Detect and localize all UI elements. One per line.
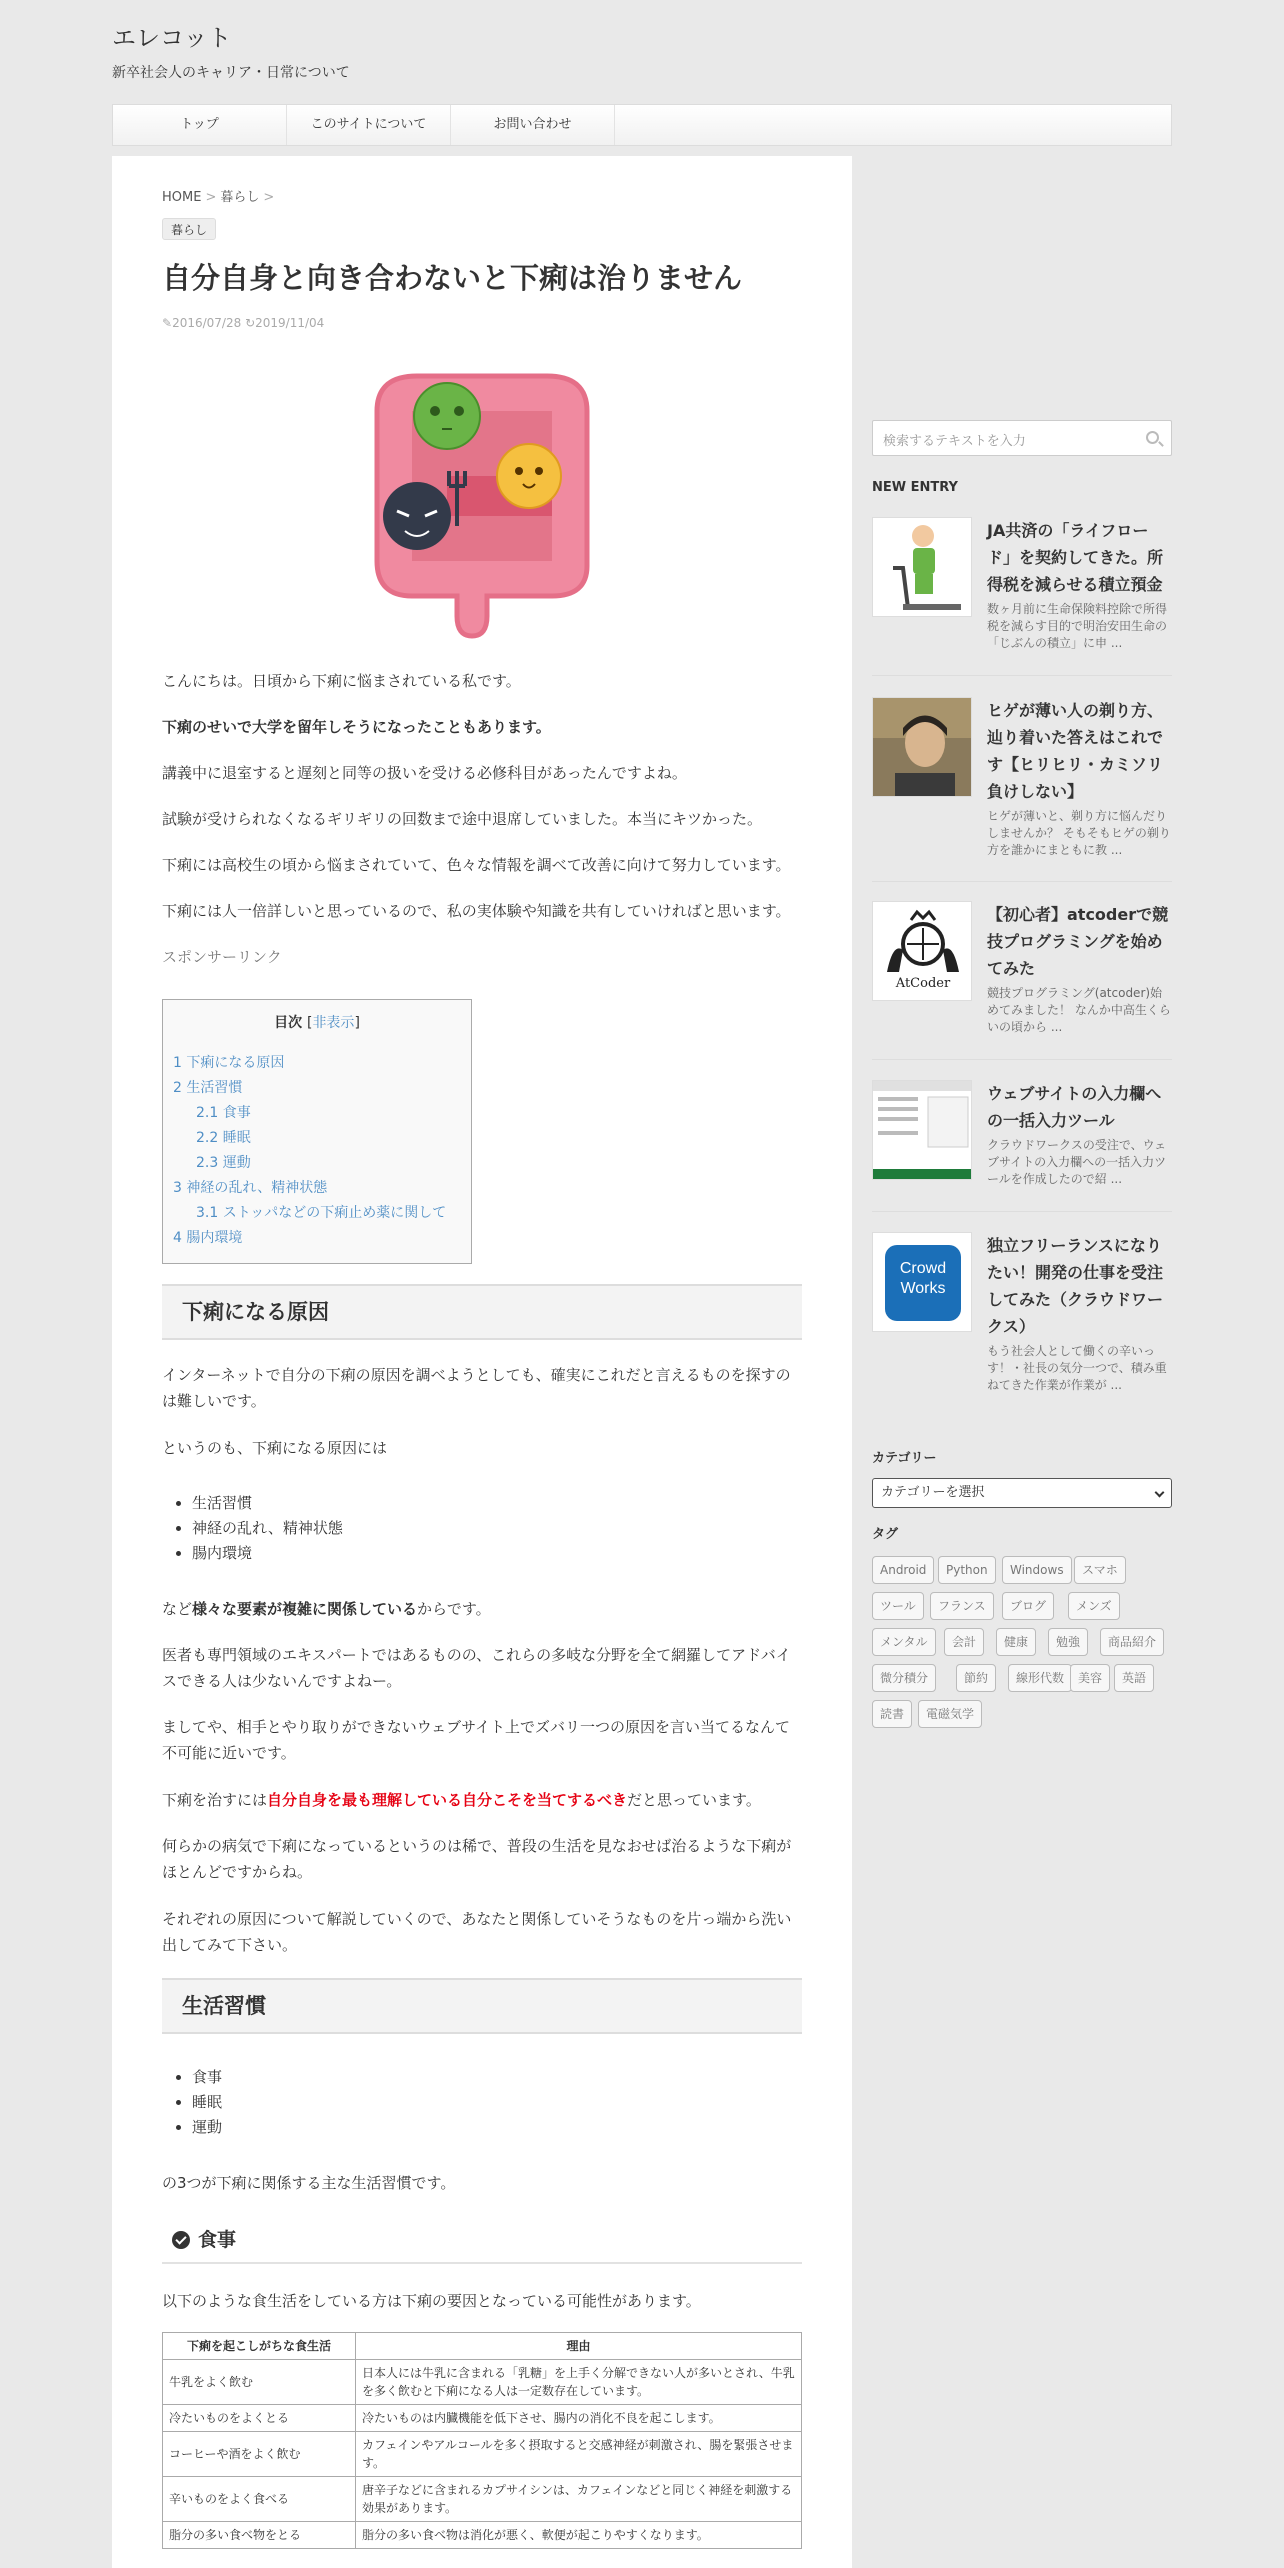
toc-item[interactable]: 3 神経の乱れ、精神状態 xyxy=(173,1180,328,1196)
post-dates xyxy=(162,316,324,330)
section-heading: 生活習慣 xyxy=(162,1978,802,2034)
tag[interactable]: 健康 xyxy=(996,1628,1036,1656)
crowdworks-logo-text: Crowd Works xyxy=(899,1260,947,1297)
toc-item[interactable]: 3.1 ストッパなどの下痢止め薬に関して xyxy=(196,1205,447,1221)
refresh-icon: ↻ xyxy=(245,316,256,330)
table-cell: 唐辛子などに含まれるカプサイシンは、カフェインなどと同じく神経を刺激する効果があります。 xyxy=(356,2477,802,2522)
paragraph: の3つが下痢に関係する主な生活習慣です。 xyxy=(162,2174,456,2192)
table-cell: 冷たいものをよくとる xyxy=(163,2405,356,2432)
nav-item-about[interactable]: このサイトについて xyxy=(287,105,451,145)
updated-date: 2019/11/04 xyxy=(255,316,325,330)
toc-item[interactable]: 2.3 運動 xyxy=(196,1155,251,1171)
table-header: 下痢を起こしがちな食生活 xyxy=(163,2333,356,2360)
tag[interactable]: 会計 xyxy=(944,1628,984,1656)
toc-toggle-bracket: ] xyxy=(354,1015,360,1031)
divider xyxy=(872,1211,1172,1212)
table-of-contents xyxy=(162,999,472,1264)
tag[interactable]: 商品紹介 xyxy=(1100,1628,1164,1656)
tag[interactable]: スマホ xyxy=(1074,1556,1126,1584)
tag[interactable]: メンズ xyxy=(1068,1592,1120,1620)
table-cell: 牛乳をよく飲む xyxy=(163,2360,356,2405)
table-cell: 冷たいものは内臓機能を低下させ、腸内の消化不良を起こします。 xyxy=(356,2405,802,2432)
breadcrumb-separator: > xyxy=(205,190,217,205)
text: だと思っています。 xyxy=(627,1791,761,1809)
spreadsheet-screenshot-icon xyxy=(873,1081,972,1180)
entry-title[interactable]: JA共済の「ライフロード」を契約してきた。所得税を減らせる積立預金 xyxy=(987,521,1164,594)
global-nav xyxy=(112,104,1172,146)
nav-item-top[interactable]: トップ xyxy=(113,105,287,145)
tag[interactable]: フランス xyxy=(930,1592,994,1620)
entry-thumbnail[interactable] xyxy=(872,1080,972,1180)
entry-title[interactable]: ヒゲが薄い人の剃り方、辿り着いた答えはこれです【ヒリヒリ・カミソリ負けしない】 xyxy=(987,701,1164,801)
entry-excerpt: クラウドワークスの受注で、ウェブサイトの入力欄への一括入力ツールを作成したので紹 ... xyxy=(987,1138,1167,1186)
toc-item[interactable]: 1 下痢になる原因 xyxy=(173,1055,285,1071)
tag[interactable]: Android xyxy=(872,1556,934,1584)
divider xyxy=(872,1059,1172,1060)
table-cell: 辛いものをよく食べる xyxy=(163,2477,356,2522)
toc-item[interactable]: 2 生活習慣 xyxy=(173,1080,243,1096)
entry-thumbnail[interactable] xyxy=(872,697,972,797)
tag[interactable]: 勉強 xyxy=(1048,1628,1088,1656)
intro-paragraph: 試験が受けられなくなるギリギリの回数まで途中退席していました。本当にキツかった。 xyxy=(162,810,763,828)
yellow-germ-icon xyxy=(497,444,561,508)
entry-thumbnail[interactable] xyxy=(872,517,972,617)
paragraph: 以下のような食生活をしている方は下痢の要因となっている可能性があります。 xyxy=(162,2292,701,2310)
paragraph xyxy=(162,1596,802,1622)
paragraph xyxy=(162,1787,802,1813)
text: 下痢を治すには xyxy=(162,1791,268,1809)
subsection-heading xyxy=(162,2218,802,2264)
paragraph: 医者も専門領域のエキスパートではあるものの、これらの多岐な分野を全て網羅してアドバイスできる人は少ないんですよねー。 xyxy=(162,1646,791,1690)
entry-excerpt: もう社会人として働くの辛いっす！・社長の気分一つで、積み重ねてきた作業が作業が ... xyxy=(987,1344,1167,1392)
entry-excerpt: 数ヶ月前に生命保険料控除で所得税を減らす目的で明治安田生命の「じぶんの積立」に申 ... xyxy=(987,602,1168,650)
tag[interactable]: 電磁気学 xyxy=(918,1700,982,1728)
paragraph: それぞれの原因について解説していくので、あなたと関係していそうなものを片っ端から洗い出してみて下さい。 xyxy=(162,1910,792,1954)
breadcrumb xyxy=(162,186,278,205)
pencil-icon: ✎ xyxy=(162,316,173,330)
nav-item-contact[interactable]: お問い合わせ xyxy=(451,105,615,145)
paragraph: というのも、下痢になる原因には xyxy=(162,1439,388,1457)
bold-text: 様々な要素が複雑に関係している xyxy=(192,1600,418,1618)
intro-paragraph: 下痢には高校生の頃から悩まされていて、色々な情報を調べて改善に向けて努力しています。 xyxy=(162,856,791,874)
table-row xyxy=(163,2522,802,2549)
main-content xyxy=(112,156,852,2568)
table-cell: カフェインやアルコールを多く摂取すると交感神経が刺激され、腸を緊張させます。 xyxy=(356,2432,802,2477)
new-entry-title: NEW ENTRY xyxy=(872,480,958,495)
toc-title xyxy=(163,1012,471,1032)
published-date: 2016/07/28 xyxy=(172,316,242,330)
toc-heading: 目次 xyxy=(274,1015,303,1031)
paragraph: インターネットで自分の下痢の原因を調べようとしても、確実にこれだと言えるものを探すのは難しいです。 xyxy=(162,1366,791,1410)
table-cell: 日本人には牛乳に含まれる「乳糖」を上手く分解できない人が多いとされ、牛乳を多く飲むと下痢になる人は一定数存在しています。 xyxy=(356,2360,802,2405)
category-select[interactable] xyxy=(872,1478,1172,1508)
table-cell: 脂分の多い食べ物をとる xyxy=(163,2522,356,2549)
divider xyxy=(872,675,1172,676)
entry-title[interactable]: ウェブサイトの入力欄への一括入力ツール xyxy=(987,1084,1162,1130)
tag[interactable]: 節約 xyxy=(956,1664,996,1692)
list-item: • 神経の乱れ、精神状態 xyxy=(192,1516,343,1541)
entry-excerpt: 競技プログラミング(atcoder)始めてみました！ なんか中高生くらいの頃から ... xyxy=(987,986,1171,1034)
diet-table xyxy=(162,2332,802,2549)
cause-list xyxy=(192,1491,343,1566)
toc-toggle-bracket: [ xyxy=(306,1015,313,1031)
entry-title[interactable]: 【初心者】atcoderで競技プログラミングを始めてみた xyxy=(987,905,1169,978)
entry-thumbnail[interactable] xyxy=(872,901,972,1001)
tag[interactable]: 微分積分 xyxy=(872,1664,936,1692)
chevron-down-icon[interactable] xyxy=(1155,1488,1165,1498)
breadcrumb-home[interactable]: HOME xyxy=(162,190,202,205)
list-item: • 睡眠 xyxy=(192,2090,222,2115)
tag[interactable]: ブログ xyxy=(1002,1592,1054,1620)
table-row xyxy=(163,2360,802,2405)
search-icon[interactable] xyxy=(1146,431,1159,444)
text: など xyxy=(162,1600,193,1618)
category-select-value[interactable]: カテゴリーを選択 xyxy=(881,1485,985,1500)
toc-toggle-link[interactable]: 非表示 xyxy=(312,1015,355,1031)
atcoder-logo-text: AtCoder xyxy=(895,976,951,991)
list-item: • 腸内環境 xyxy=(192,1541,343,1566)
breadcrumb-separator: > xyxy=(263,190,275,205)
entry-thumbnail[interactable] xyxy=(872,1232,972,1332)
table-row xyxy=(163,2477,802,2522)
emphasis-text: 自分自身を最も理解している自分こそを当てするべき xyxy=(267,1791,628,1809)
post-title: 自分自身と向き合わないと下痢は治りません xyxy=(162,261,743,295)
tag[interactable]: メンタル xyxy=(872,1628,936,1656)
table-row xyxy=(163,2432,802,2477)
sponsored-link-label: スポンサーリンク xyxy=(162,948,282,966)
list-item: • 生活習慣 xyxy=(192,1491,343,1516)
lifestyle-list xyxy=(192,2065,222,2140)
green-germ-icon xyxy=(414,383,480,449)
tag[interactable]: Python xyxy=(938,1556,996,1584)
subsection-heading-text: 食事 xyxy=(198,2229,237,2251)
tag[interactable]: ツール xyxy=(872,1592,924,1620)
tag[interactable]: 読書 xyxy=(872,1700,912,1728)
site-description: 新卒社会人のキャリア・日常について xyxy=(112,65,350,81)
intro-paragraph: 下痢には人一倍詳しいと思っているので、私の実体験や知識を共有していければと思います。 xyxy=(162,902,791,920)
table-row xyxy=(163,2405,802,2432)
text: からです。 xyxy=(417,1600,491,1618)
tag-title: タグ xyxy=(872,1527,899,1542)
table-header-row xyxy=(163,2333,802,2360)
man-photo-icon xyxy=(873,698,972,797)
list-item: • 運動 xyxy=(192,2115,222,2140)
intestine-illustration xyxy=(337,351,627,641)
tag[interactable]: 線形代数 xyxy=(1008,1664,1072,1692)
treadmill-person-icon xyxy=(873,518,972,617)
category-title: カテゴリー xyxy=(872,1451,937,1466)
toc-item[interactable]: 2.2 睡眠 xyxy=(196,1130,251,1146)
intro-paragraph: こんにちは。日頃から下痢に悩まされている私です。 xyxy=(162,672,521,690)
toc-item[interactable]: 4 腸内環境 xyxy=(173,1230,243,1246)
section-heading: 下痢になる原因 xyxy=(162,1284,802,1340)
tag[interactable]: 英語 xyxy=(1114,1664,1154,1692)
check-circle-icon xyxy=(172,2231,190,2249)
category-badge[interactable]: 暮らし xyxy=(162,218,216,240)
tag[interactable]: Windows xyxy=(1002,1556,1072,1584)
tag[interactable]: 美容 xyxy=(1070,1664,1110,1692)
breadcrumb-category[interactable]: 暮らし xyxy=(220,190,260,205)
search-input[interactable]: 検索するテキストを入力 xyxy=(883,434,1026,449)
table-cell: コーヒーや酒をよく飲む xyxy=(163,2432,356,2477)
toc-item[interactable]: 2.1 食事 xyxy=(196,1105,251,1121)
entry-excerpt: ヒゲが薄いと、剃り方に悩んだりしませんか？ そもそもヒゲの剃り方を誰かにまともに教 ... xyxy=(987,809,1171,857)
table-cell: 脂分の多い食べ物は消化が悪く、軟便が起こりやすくなります。 xyxy=(356,2522,802,2549)
intro-paragraph: 下痢のせいで大学を留年しそうになったこともあります。 xyxy=(162,718,551,736)
list-item: • 食事 xyxy=(192,2065,222,2090)
divider xyxy=(872,881,1172,882)
paragraph: 何らかの病気で下痢になっているというのは稀で、普段の生活を見なおせば治るような下痢がほとんどですからね。 xyxy=(162,1837,792,1881)
search-box[interactable] xyxy=(872,420,1172,456)
site-title[interactable]: エレコット xyxy=(112,24,232,52)
intro-paragraph: 講義中に退室すると遅刻と同等の扱いを受ける必修科目があったんですよね。 xyxy=(162,764,687,782)
entry-title[interactable]: 独立フリーランスになりたい！開発の仕事を受注してみた（クラウドワークス） xyxy=(987,1236,1164,1336)
paragraph: ましてや、相手とやり取りができないウェブサイト上でズバリ一つの原因を言い当てるなんて不可能に近いです。 xyxy=(162,1718,791,1762)
table-header: 理由 xyxy=(356,2333,802,2360)
